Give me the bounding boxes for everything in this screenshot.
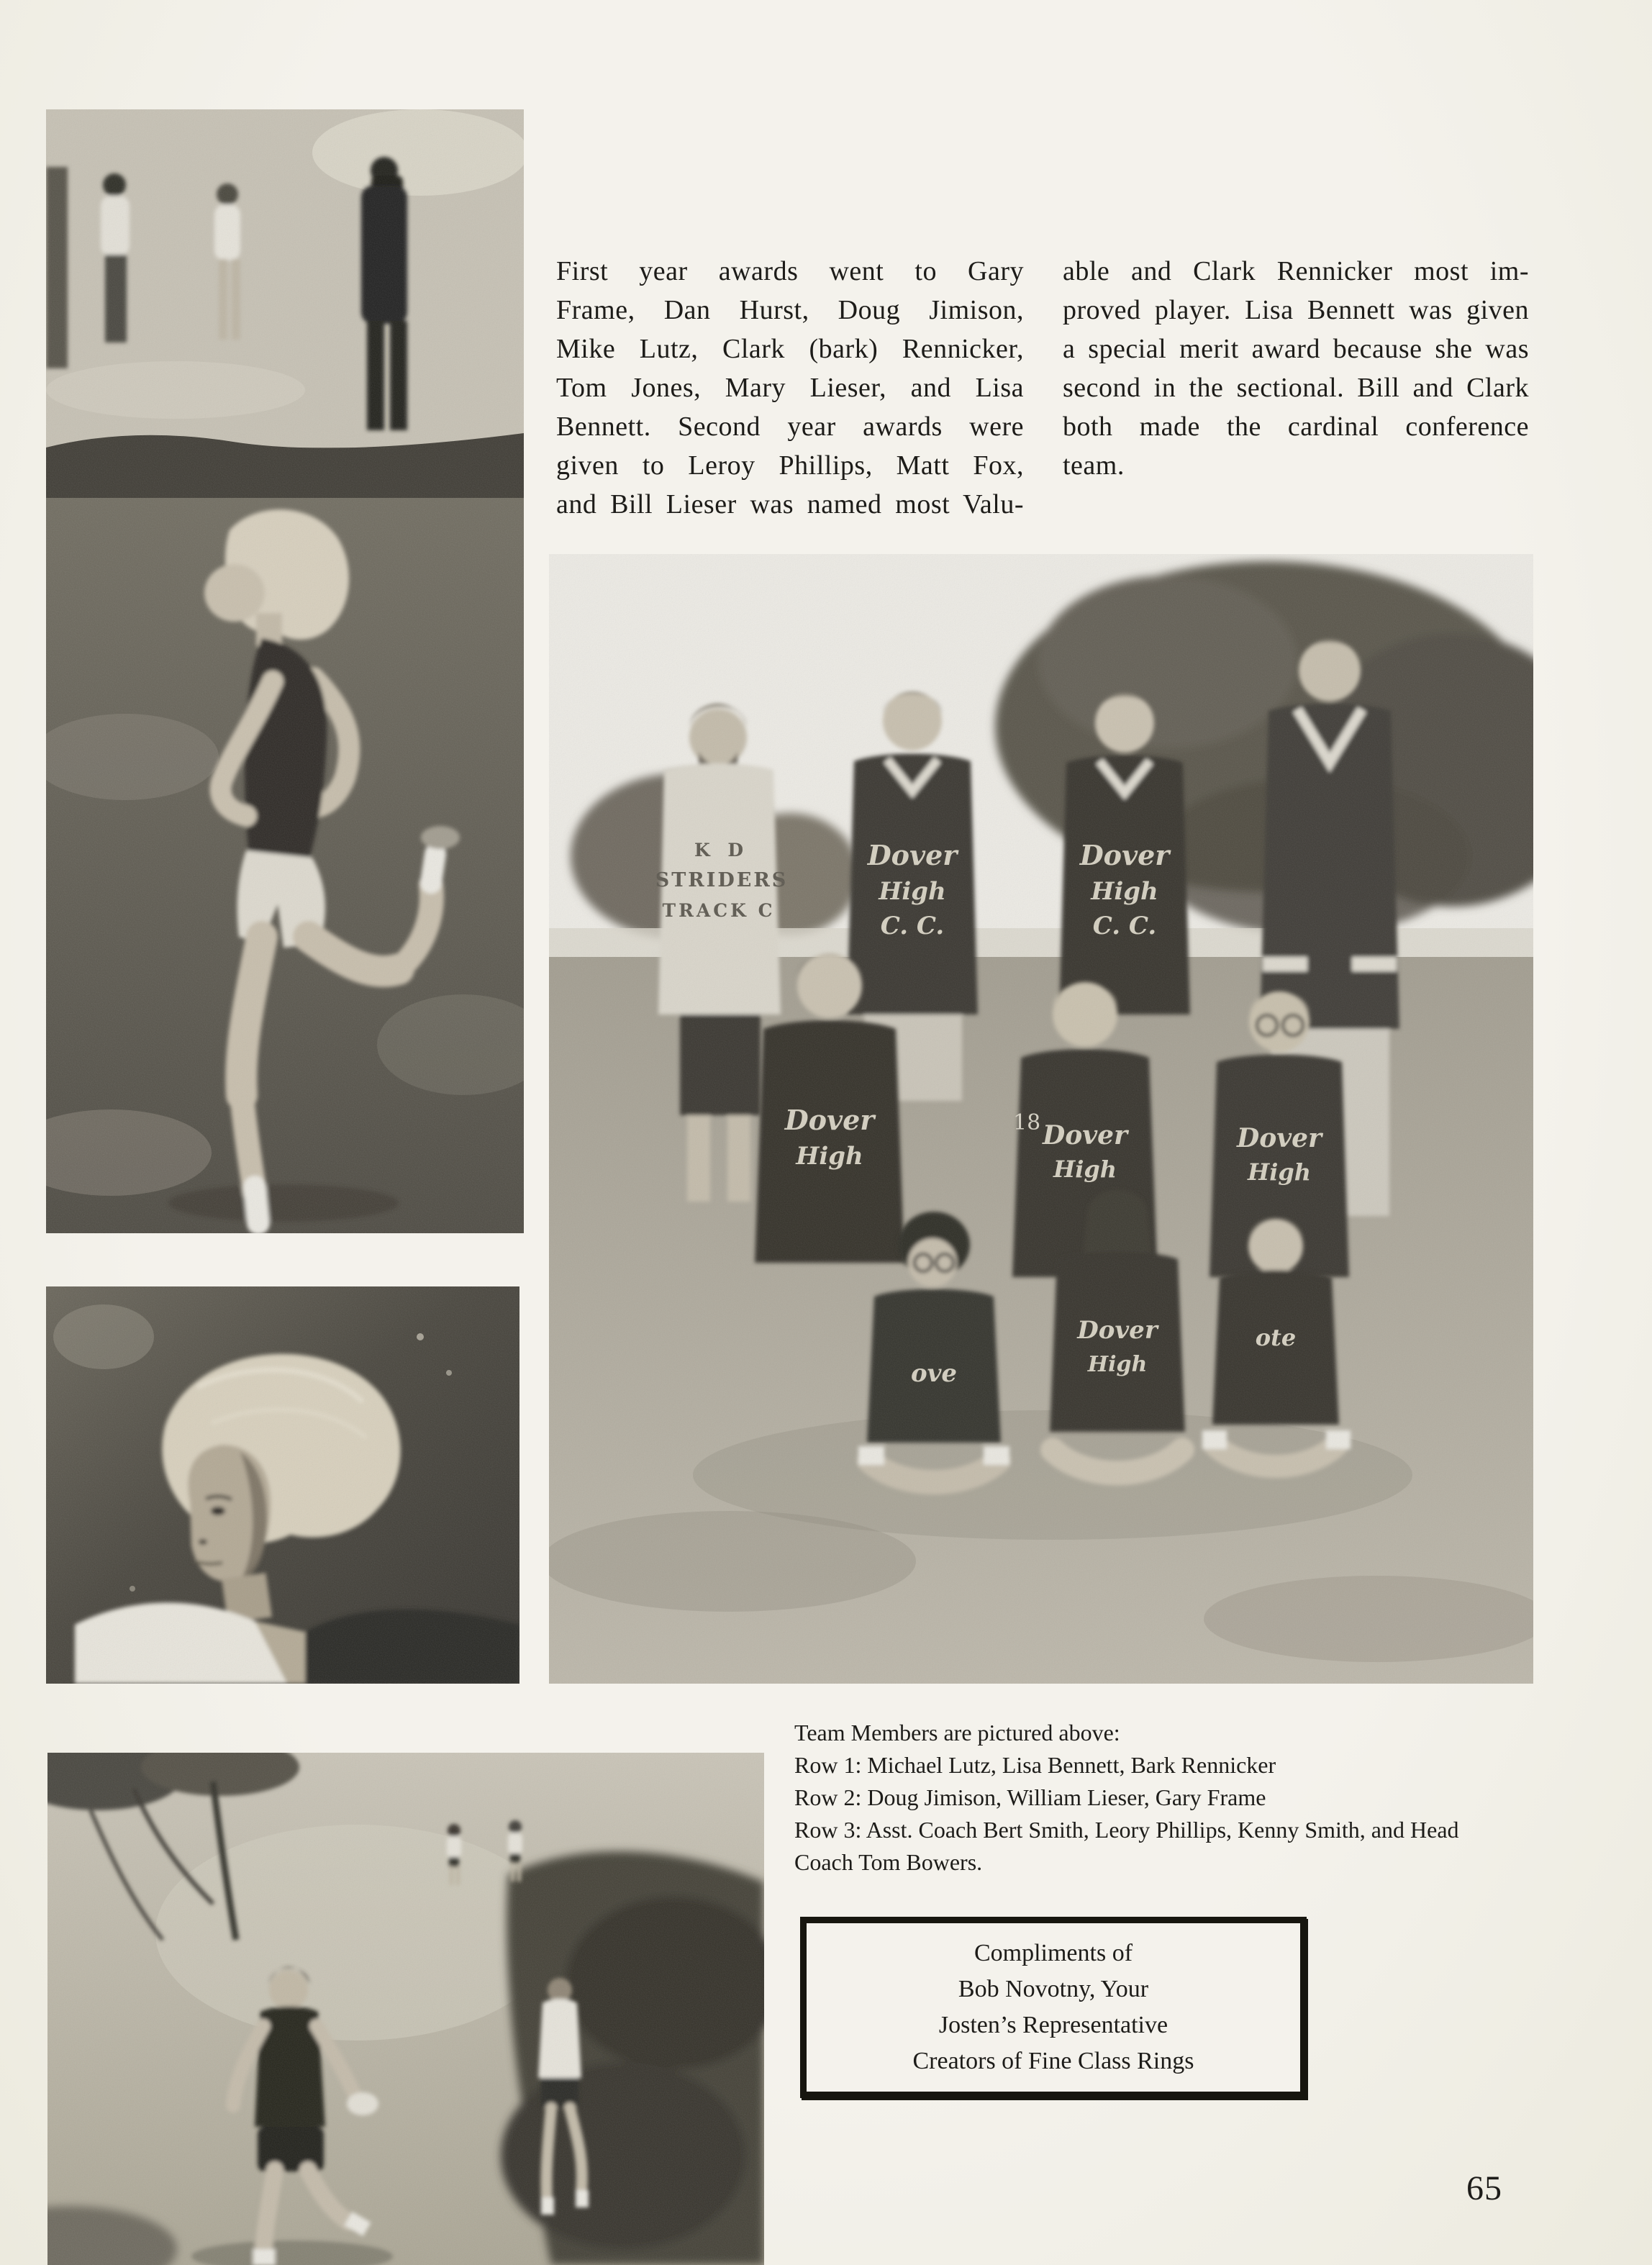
- article-column-1: [556, 252, 1024, 524]
- article-line: both made the cardinal conference: [1063, 412, 1529, 442]
- article-line: Mike Lutz, Clark (bark) Rennicker,: [556, 334, 1024, 364]
- svg-text:STRIDERS: STRIDERS: [655, 869, 789, 891]
- svg-text:Dover: Dover: [1236, 1123, 1322, 1153]
- article-line: and Bill Lieser was named most Valu-: [556, 489, 1024, 519]
- svg-text:Dover: Dover: [867, 839, 958, 871]
- ad-line: Bob Novotny, Your: [958, 1976, 1149, 2002]
- article-line: Tom Jones, Mary Lieser, and Lisa: [556, 373, 1024, 403]
- ad-line: Josten’s Representative: [938, 2012, 1168, 2038]
- article-line: Frame, Dan Hurst, Doug Jimison,: [556, 295, 1024, 325]
- svg-text:Dover: Dover: [1079, 839, 1170, 871]
- svg-text:C. C.: C. C.: [1092, 912, 1157, 940]
- svg-text:TRACK C: TRACK C: [662, 900, 776, 921]
- article-line: given to Leroy Phillips, Matt Fox,: [556, 450, 1024, 481]
- ad-line: Compliments of: [974, 1940, 1133, 1966]
- svg-text:C. C.: C. C.: [880, 912, 945, 940]
- svg-text:High: High: [879, 877, 946, 906]
- photo-caption: [794, 1717, 1586, 1879]
- svg-text:Dover: Dover: [1077, 1316, 1158, 1345]
- caption-line: Row 1: Michael Lutz, Lisa Bennett, Bark Rennicker: [794, 1752, 1276, 1778]
- svg-text:High: High: [796, 1142, 863, 1171]
- svg-text:High: High: [1247, 1158, 1312, 1186]
- bib-number: 18: [1013, 1110, 1041, 1135]
- svg-text:High: High: [1087, 1352, 1148, 1377]
- article-line: proved player. Lisa Bennett was given: [1063, 295, 1529, 325]
- article-column-2: [1063, 252, 1529, 485]
- svg-text:ove: ove: [910, 1359, 958, 1388]
- page-number: 65: [1466, 2169, 1502, 2207]
- photo-team: [549, 554, 1533, 1684]
- photo-face-closeup: [46, 1286, 519, 1684]
- article-line: Bennett. Second year awards were: [556, 412, 1024, 442]
- svg-text:High: High: [1053, 1156, 1117, 1183]
- photo-runner-profile: [46, 109, 524, 1233]
- svg-text:ote: ote: [1255, 1324, 1297, 1351]
- article-line: a special merit award because she was: [1063, 334, 1529, 364]
- ad-line: Creators of Fine Class Rings: [912, 2048, 1194, 2074]
- article-line: able and Clark Rennicker most im-: [1063, 256, 1529, 286]
- caption-line: Team Members are pictured above:: [794, 1720, 1120, 1746]
- caption-line: Row 2: Doug Jimison, William Lieser, Gary Frame: [794, 1784, 1266, 1810]
- ad-box: [800, 1917, 1307, 2098]
- svg-text:Dover: Dover: [784, 1104, 875, 1136]
- svg-text:Dover: Dover: [1042, 1120, 1128, 1150]
- article-line: team.: [1063, 450, 1125, 481]
- article-line: second in the sectional. Bill and Clark: [1063, 373, 1529, 403]
- svg-text:K D: K D: [694, 840, 750, 861]
- svg-text:High: High: [1091, 877, 1158, 906]
- article-line: First year awards went to Gary: [556, 256, 1024, 286]
- caption-line: Coach Tom Bowers.: [794, 1849, 983, 1875]
- caption-line: Row 3: Asst. Coach Bert Smith, Leory Phillips, Kenny Smith, and Head: [794, 1817, 1459, 1843]
- photo-race-hill: [47, 1753, 764, 2265]
